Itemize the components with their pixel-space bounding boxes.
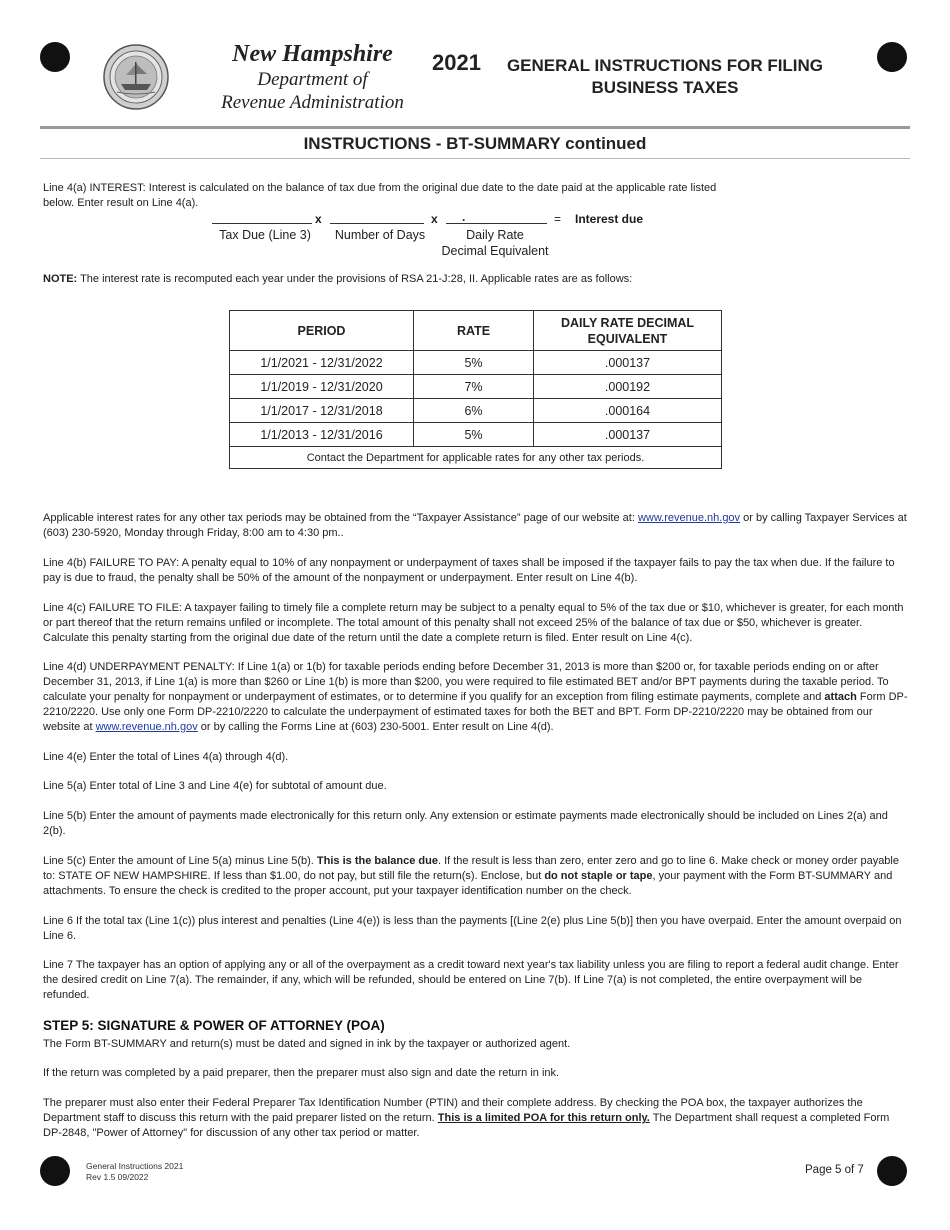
applicable-rates-text-2: or by calling Taxpayer Services at (603) 230-5920, Monday through Friday, 8:00 am to 4:30 pm.. <box>43 512 907 539</box>
rate-table-footer-row <box>230 447 722 469</box>
step-5-heading: STEP 5: SIGNATURE & POWER OF ATTORNEY (POA) <box>43 1018 385 1033</box>
rate-table-footer: Contact the Department for applicable rates for any other tax periods. <box>230 447 722 469</box>
line-5a-paragraph: Line 5(a) Enter total of Line 3 and Line 4(e) for subtotal of amount due. <box>43 780 387 792</box>
page-number: Page 5 of 7 <box>805 1164 864 1176</box>
line-5c-text-3: , your payment with the Form BT-SUMMARY and attachments. To ensure the check is credited to the proper account, put your taxpayer identification number on the check. <box>43 870 893 897</box>
line-5c-text-2: . If the result is less than zero, enter zero and go to line 6. Make check or money order payable to: STATE OF NEW HAMPSHIRE. If less than $1.00, do not pay, but still file the return(s). Enclose, but <box>43 855 899 882</box>
line-5b-paragraph: Line 5(b) Enter the amount of payments made electronically for this return only. Any extension or estimate payments made electronically should be included on Lines 2(a) and 2(b). <box>43 810 888 837</box>
line-7-paragraph: Line 7 The taxpayer has an option of applying any or all of the overpayment as a credit toward next year's tax liability unless you are filing to report a federal audit change. Enter the desired credit on Line 7(a). The remainder, if any, which will be refunded, should be entered on Line 7(b). If Line 7(a) is not completed, the entire overpayment will be refunded. <box>43 959 899 1001</box>
state-seal-logo <box>103 44 169 110</box>
daily-rate-header: DAILY RATE DECIMAL EQUIVALENT <box>534 311 722 351</box>
agency-line-2: Department of <box>257 69 368 90</box>
rate-cell: 7% <box>414 375 534 399</box>
table-row <box>230 375 722 399</box>
header-divider <box>40 126 910 129</box>
daily-rate-cell: .000137 <box>534 351 722 375</box>
step-5-paragraph-2: If the return was completed by a paid preparer, then the preparer must also sign and date the return in ink. <box>43 1067 560 1079</box>
revenue-website-link-2[interactable]: www.revenue.nh.gov <box>95 721 198 733</box>
footer-revision <box>86 1161 183 1183</box>
period-cell: 1/1/2019 - 12/31/2020 <box>230 375 414 399</box>
period-cell: 1/1/2013 - 12/31/2016 <box>230 423 414 447</box>
agency-line-3: Revenue Administration <box>221 92 404 113</box>
daily-rate-cell: .000137 <box>534 423 722 447</box>
line-5c-text-1: Line 5(c) Enter the amount of Line 5(a) minus Line 5(b). <box>43 855 317 867</box>
interest-due-label: Interest due <box>575 212 644 226</box>
table-row <box>230 423 722 447</box>
line-4d-text-2: Form DP-2210/2220. Use only one Form DP-2210/2220 to calculate the underpayment of estimated taxes for both the BET and BPT. Form DP-2210/2220 may be obtained from our website at <box>43 691 908 733</box>
registration-dot-bottom-right <box>877 1156 907 1186</box>
multiply-sign-2: x <box>431 212 438 226</box>
applicable-rates-text-1: Applicable interest rates for any other tax periods may be obtained from the “Taxpayer Assistance” page of our website at: <box>43 512 638 524</box>
section-subtitle: INSTRUCTIONS - BT-SUMMARY continued <box>303 134 647 153</box>
line-4d-text-3: or by calling the Forms Line at (603) 230-5001. Enter result on Line 4(d). <box>197 721 554 733</box>
rate-cell: 6% <box>414 399 534 423</box>
document-title <box>495 55 835 99</box>
line-6-paragraph: Line 6 If the total tax (Line 1(c)) plus interest and penalties (Line 4(e)) is less than the payments [(Line 2(e) plus Line 5(b)] then you have overpaid. Enter the amount overpaid on Line 6. <box>43 915 902 942</box>
daily-rate-cell: .000164 <box>534 399 722 423</box>
document-title-line-1: GENERAL INSTRUCTIONS FOR FILING <box>506 56 824 75</box>
daily-rate-label-line-1: Daily Rate <box>466 228 524 242</box>
rate-table-header-row <box>230 311 722 351</box>
note-text: The interest rate is recomputed each year under the provisions of RSA 21-J:28, II. Applicable rates are as follows: <box>77 273 633 285</box>
interest-formula <box>0 210 950 260</box>
line-4e-paragraph: Line 4(e) Enter the total of Lines 4(a) through 4(d). <box>43 751 289 763</box>
revenue-website-link[interactable]: www.revenue.nh.gov <box>637 512 741 524</box>
rate-decimal-point: . <box>462 210 466 224</box>
rate-cell: 5% <box>414 423 534 447</box>
step-5-text-2: The Department shall request a completed Form DP-2848, "Power of Attorney" for discussion of any other tax period or matter. <box>43 1112 890 1139</box>
period-cell: 1/1/2017 - 12/31/2018 <box>230 399 414 423</box>
tax-due-label: Tax Due (Line 3) <box>219 228 311 242</box>
step-5-text-1: The preparer must also enter their Federal Preparer Tax Identification Number (PTIN) and their complete address. By checking the POA box, the taxpayer authorizes the Department staff to discuss this return with the paid preparer listed on the return. <box>43 1097 863 1124</box>
rate-header: RATE <box>414 311 534 351</box>
line-5c-balance-due: This is the balance due <box>316 855 438 867</box>
line-5c-paragraph <box>43 854 908 899</box>
rate-cell: 5% <box>414 351 534 375</box>
step-5-paragraph-1: The Form BT-SUMMARY and return(s) must be dated and signed in ink by the taxpayer or authorized agent. <box>43 1038 571 1050</box>
note-paragraph <box>43 272 908 287</box>
days-blank <box>330 223 424 224</box>
agency-name: New Hampshire <box>232 41 393 67</box>
limited-poa-notice: This is a limited POA for this return only. <box>437 1112 650 1124</box>
interest-rate-table <box>229 310 722 469</box>
note-label: NOTE: <box>43 273 78 285</box>
footer-rev: Rev 1.5 09/2022 <box>86 1172 149 1182</box>
line-4b-paragraph: Line 4(b) FAILURE TO PAY: A penalty equal to 10% of any nonpayment or underpayment of taxes shall be imposed if the taxpayer fails to pay the tax when due. If the failure to pay is due to fraud, the penalty shall be 50% of the amount of the nonpayment or underpayment. Enter result on Line 4(b). <box>43 557 895 584</box>
table-row <box>230 351 722 375</box>
registration-dot-top-left <box>40 42 70 72</box>
line-4a-paragraph: Line 4(a) INTEREST: Interest is calculated on the balance of tax due from the original due date to the date paid at the applicable rate listed below. Enter result on Line 4(a). <box>43 182 717 209</box>
registration-dot-top-right <box>877 42 907 72</box>
document-title-line-2: BUSINESS TAXES <box>591 78 739 97</box>
line-4d-attach: attach <box>824 691 857 703</box>
daily-rate-label-line-2: Decimal Equivalent <box>441 244 549 258</box>
line-4c-paragraph: Line 4(c) FAILURE TO FILE: A taxpayer failing to timely file a complete return may be subject to a penalty equal to 5% of the tax due or $10, whichever is greater, for each month or part thereof that the return remains unfiled or incomplete. The total amount of this penalty shall not exceed 25% of the balance of tax due or $50, whichever is greater. Calculate this penalty starting from the original due date of the return until the date a complete return is filed. Enter result on Line 4(c). <box>43 602 904 644</box>
daily-rate-cell: .000192 <box>534 375 722 399</box>
tax-year: 2021 <box>432 50 481 75</box>
equals-sign: = <box>554 212 562 226</box>
subtitle-divider <box>40 158 910 159</box>
line-4d-text-1: Line 4(d) UNDERPAYMENT PENALTY: If Line 1(a) or 1(b) for taxable periods ending before December 31, 2013 is more than $200 or, for taxable periods ending on or after December 31, 2013, if Line 1(a) is more than $260 or Line 1(b) is more than $200, you were required to file estimated BET and/or BPT payments during the taxable period. To calculate your penalty for nonpayment or underpayment of estimates, or to determine if you qualify for an exception from filing estimate payments, complete and <box>43 661 889 703</box>
period-header: PERIOD <box>230 311 414 351</box>
daily-rate-label <box>440 227 550 259</box>
agency-name-block <box>200 40 425 114</box>
registration-dot-bottom-left <box>40 1156 70 1186</box>
tax-due-blank <box>212 223 312 224</box>
line-5c-no-staple: do not staple or tape <box>544 870 653 882</box>
table-row <box>230 399 722 423</box>
multiply-sign-1: x <box>315 212 322 226</box>
applicable-rates-paragraph <box>43 511 908 541</box>
line-4d-paragraph <box>43 660 908 735</box>
step-5-paragraph-3 <box>43 1096 908 1141</box>
period-cell: 1/1/2021 - 12/31/2022 <box>230 351 414 375</box>
days-label: Number of Days <box>334 228 426 242</box>
footer-doc-name: General Instructions 2021 <box>86 1161 184 1171</box>
